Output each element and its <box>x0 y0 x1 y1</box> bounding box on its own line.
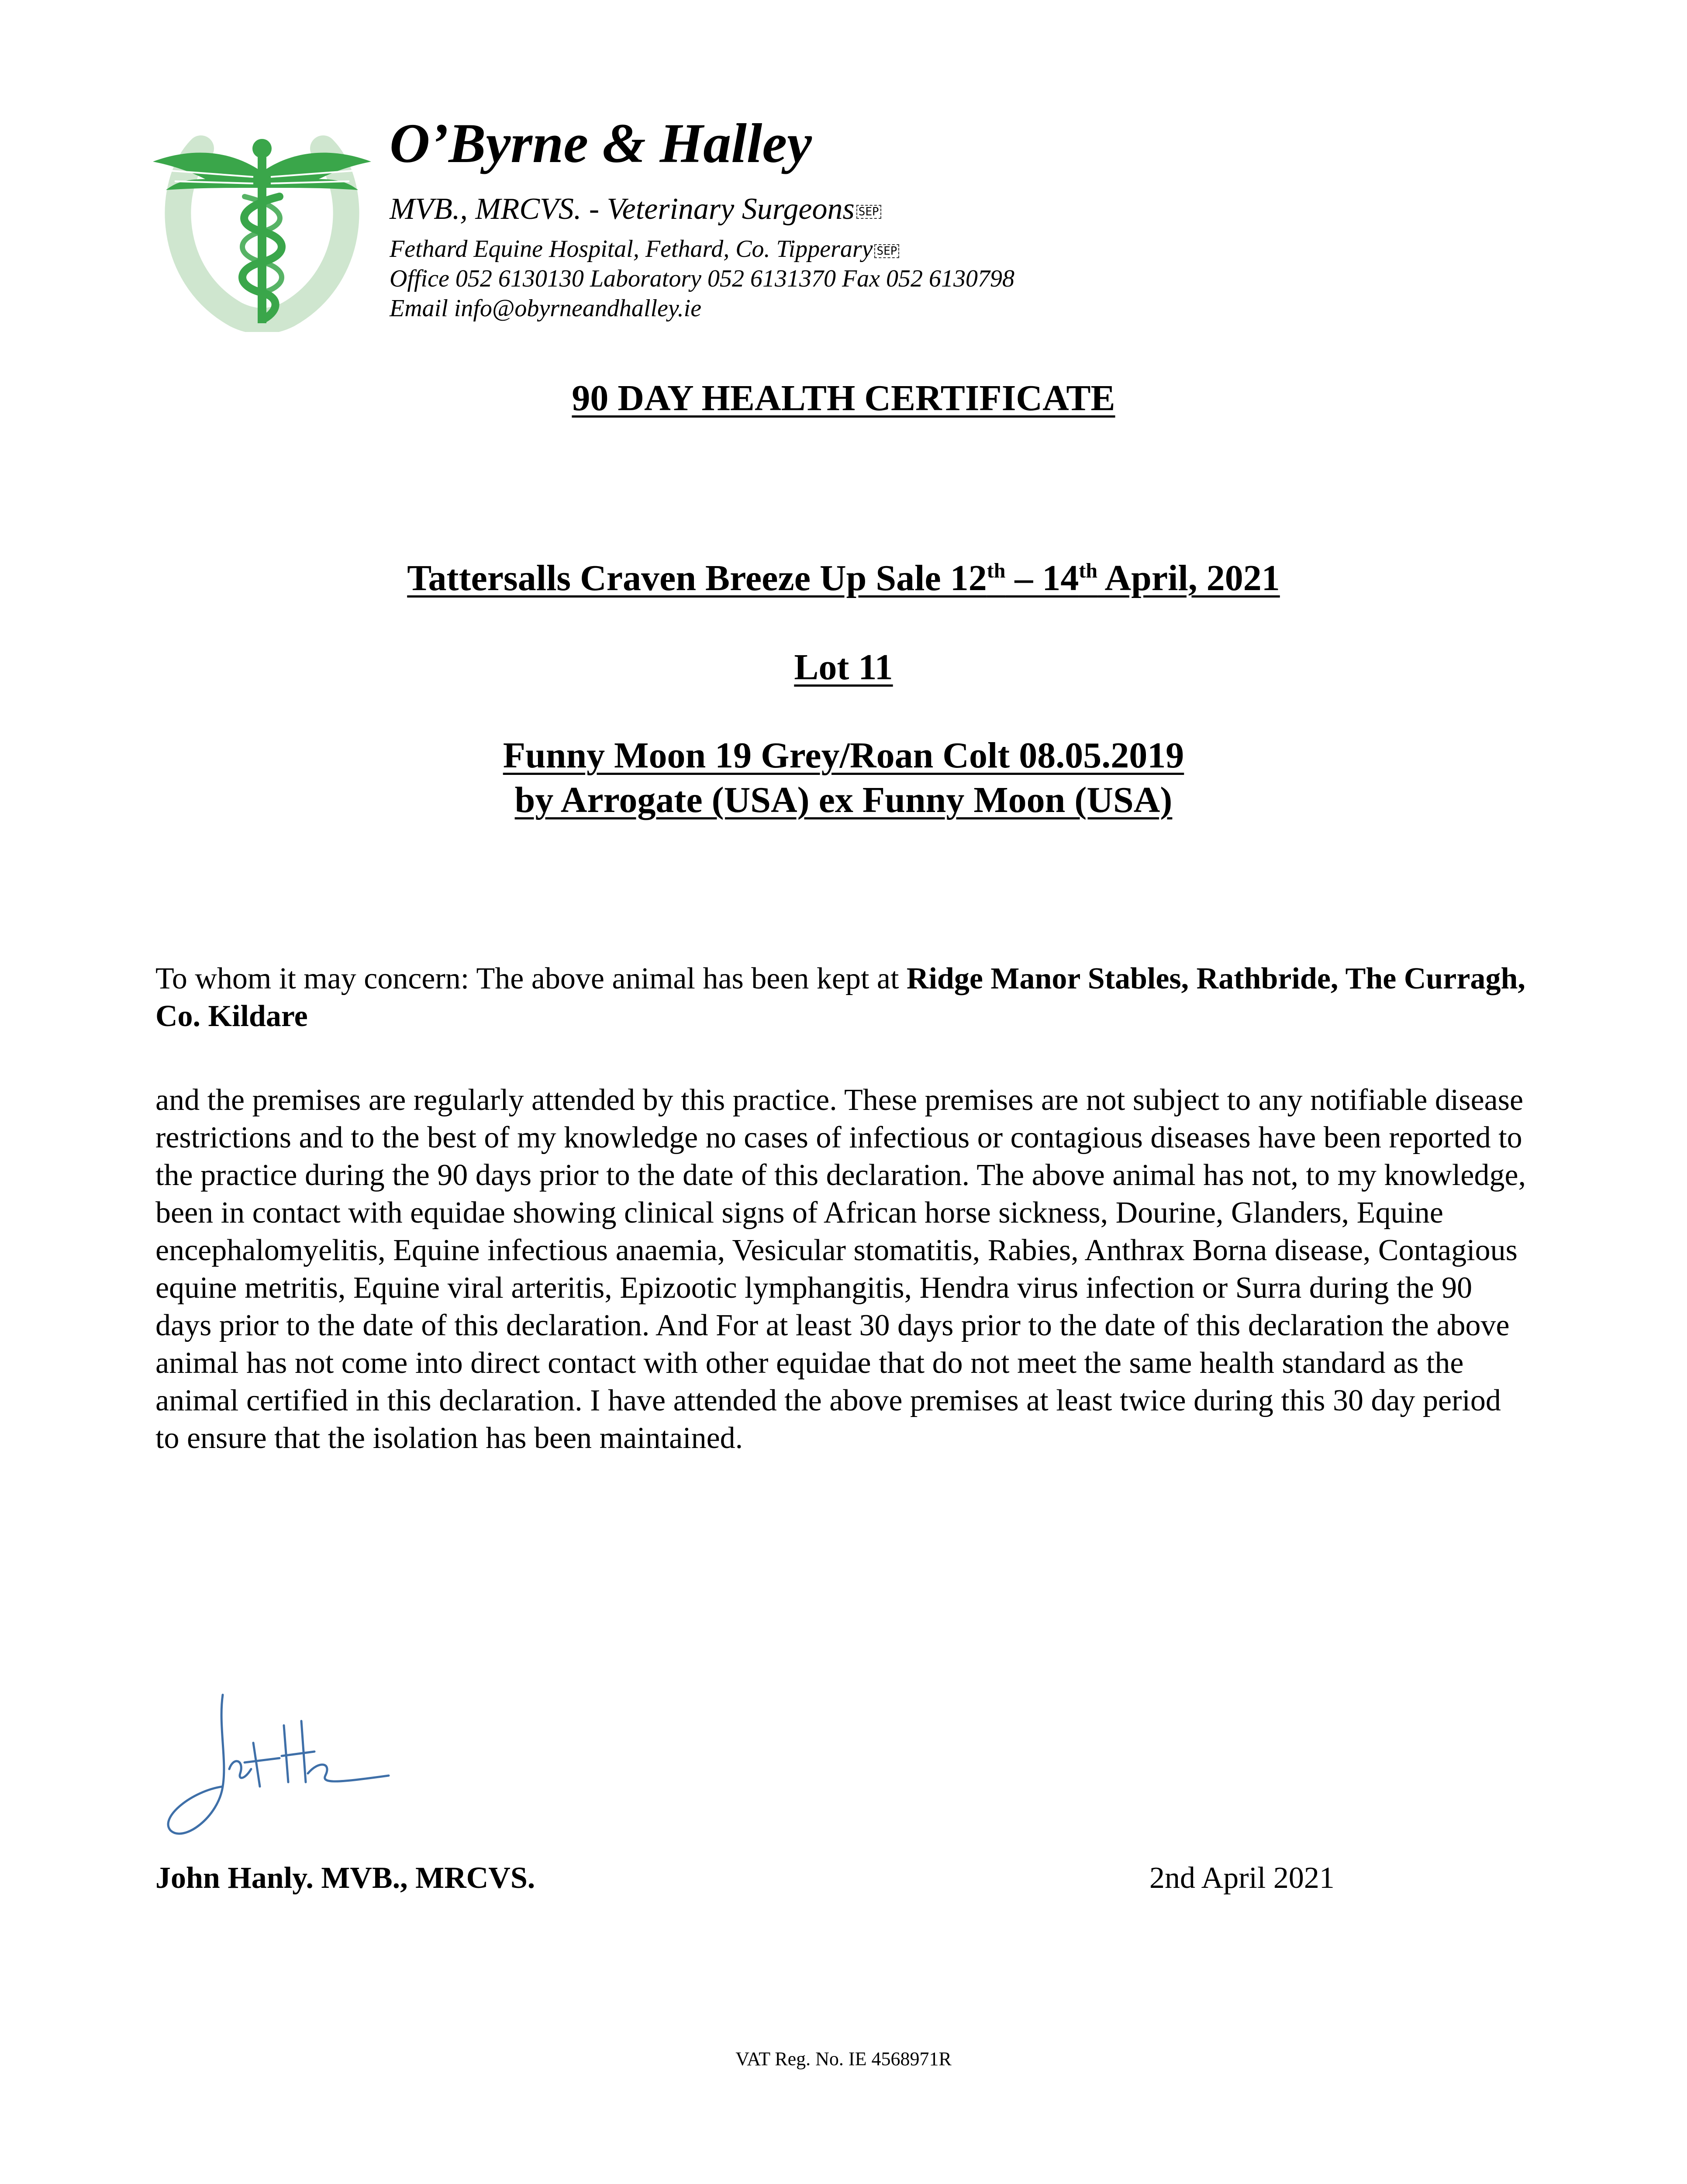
intro-text: To whom it may concern: The above animal has been kept at <box>155 962 907 995</box>
intro-paragraph <box>155 960 1531 1035</box>
practice-subtitle <box>390 192 881 226</box>
vat-number: VAT Reg. No. IE 4568971R <box>735 2048 952 2070</box>
practice-address-text: Fethard Equine Hospital, Fethard, Co. Tipperary <box>390 235 873 263</box>
sale-prefix: Tattersalls Craven Breeze Up Sale 12 <box>407 558 987 598</box>
practice-name: O’Byrne & Halley <box>390 112 812 174</box>
sale-sup-2: th <box>1079 559 1098 582</box>
practice-address <box>390 236 899 263</box>
sale-suffix: April, 2021 <box>1097 558 1280 598</box>
premises-location: Ridge Manor Stables, Rathbride, The Curragh, Co. Kildare <box>155 962 1525 1033</box>
sale-mid: – 14 <box>1005 558 1079 598</box>
certificate-title: 90 DAY HEALTH CERTIFICATE <box>572 378 1115 418</box>
practice-phones: Office 052 6130130 Laboratory 052 6131370 Fax 052 6130798 <box>390 265 1015 292</box>
caduceus-horseshoe-icon <box>148 131 376 332</box>
signer-name: John Hanly. MVB., MRCVS. <box>155 1861 535 1895</box>
separator-glyph: SEP <box>856 205 881 219</box>
sale-title <box>0 558 1687 598</box>
horse-description: Funny Moon 19 Grey/Roan Colt 08.05.2019 <box>503 735 1184 776</box>
horse-breeding: by Arrogate (USA) ex Funny Moon (USA) <box>514 780 1173 820</box>
sale-sup-1: th <box>987 559 1006 582</box>
practice-subtitle-text: MVB., MRCVS. - Veterinary Surgeons <box>390 192 855 226</box>
declaration-paragraph: and the premises are regularly attended by this practice. These premises are not subject to any notifiable disease restrictions and to the best of my knowledge no cases of infectious or contagious diseases have been reported to the practice during the 90 days prior to the date of this declaration. The above animal has not, to my knowledge, been in contact with equidae showing clinical signs of African horse sickness, Dourine, Glanders, Equine encephalomyelitis, Equine infectious anaemia, Vesicular stomatitis, Rabies, Anthrax Borna disease, Contagious equine metritis, Equine viral arteritis, Epizootic lymphangitis, Hendra virus infection or Surra during the 90 days prior to the date of this declaration. And For at least 30 days prior to the date of this declaration the above animal has not come into direct contact with other equidae that do not meet the same health standard as the animal certified in this declaration. I have attended the above premises at least twice during this 30 day period to ensure that the isolation has been maintained. <box>155 1083 1526 1455</box>
declaration-date: 2nd April 2021 <box>1149 1861 1335 1895</box>
signature <box>157 1686 393 1861</box>
lot-number: Lot 11 <box>794 647 893 688</box>
practice-email: Email info@obyrneandhalley.ie <box>390 295 702 322</box>
separator-glyph: SEP <box>874 244 899 258</box>
